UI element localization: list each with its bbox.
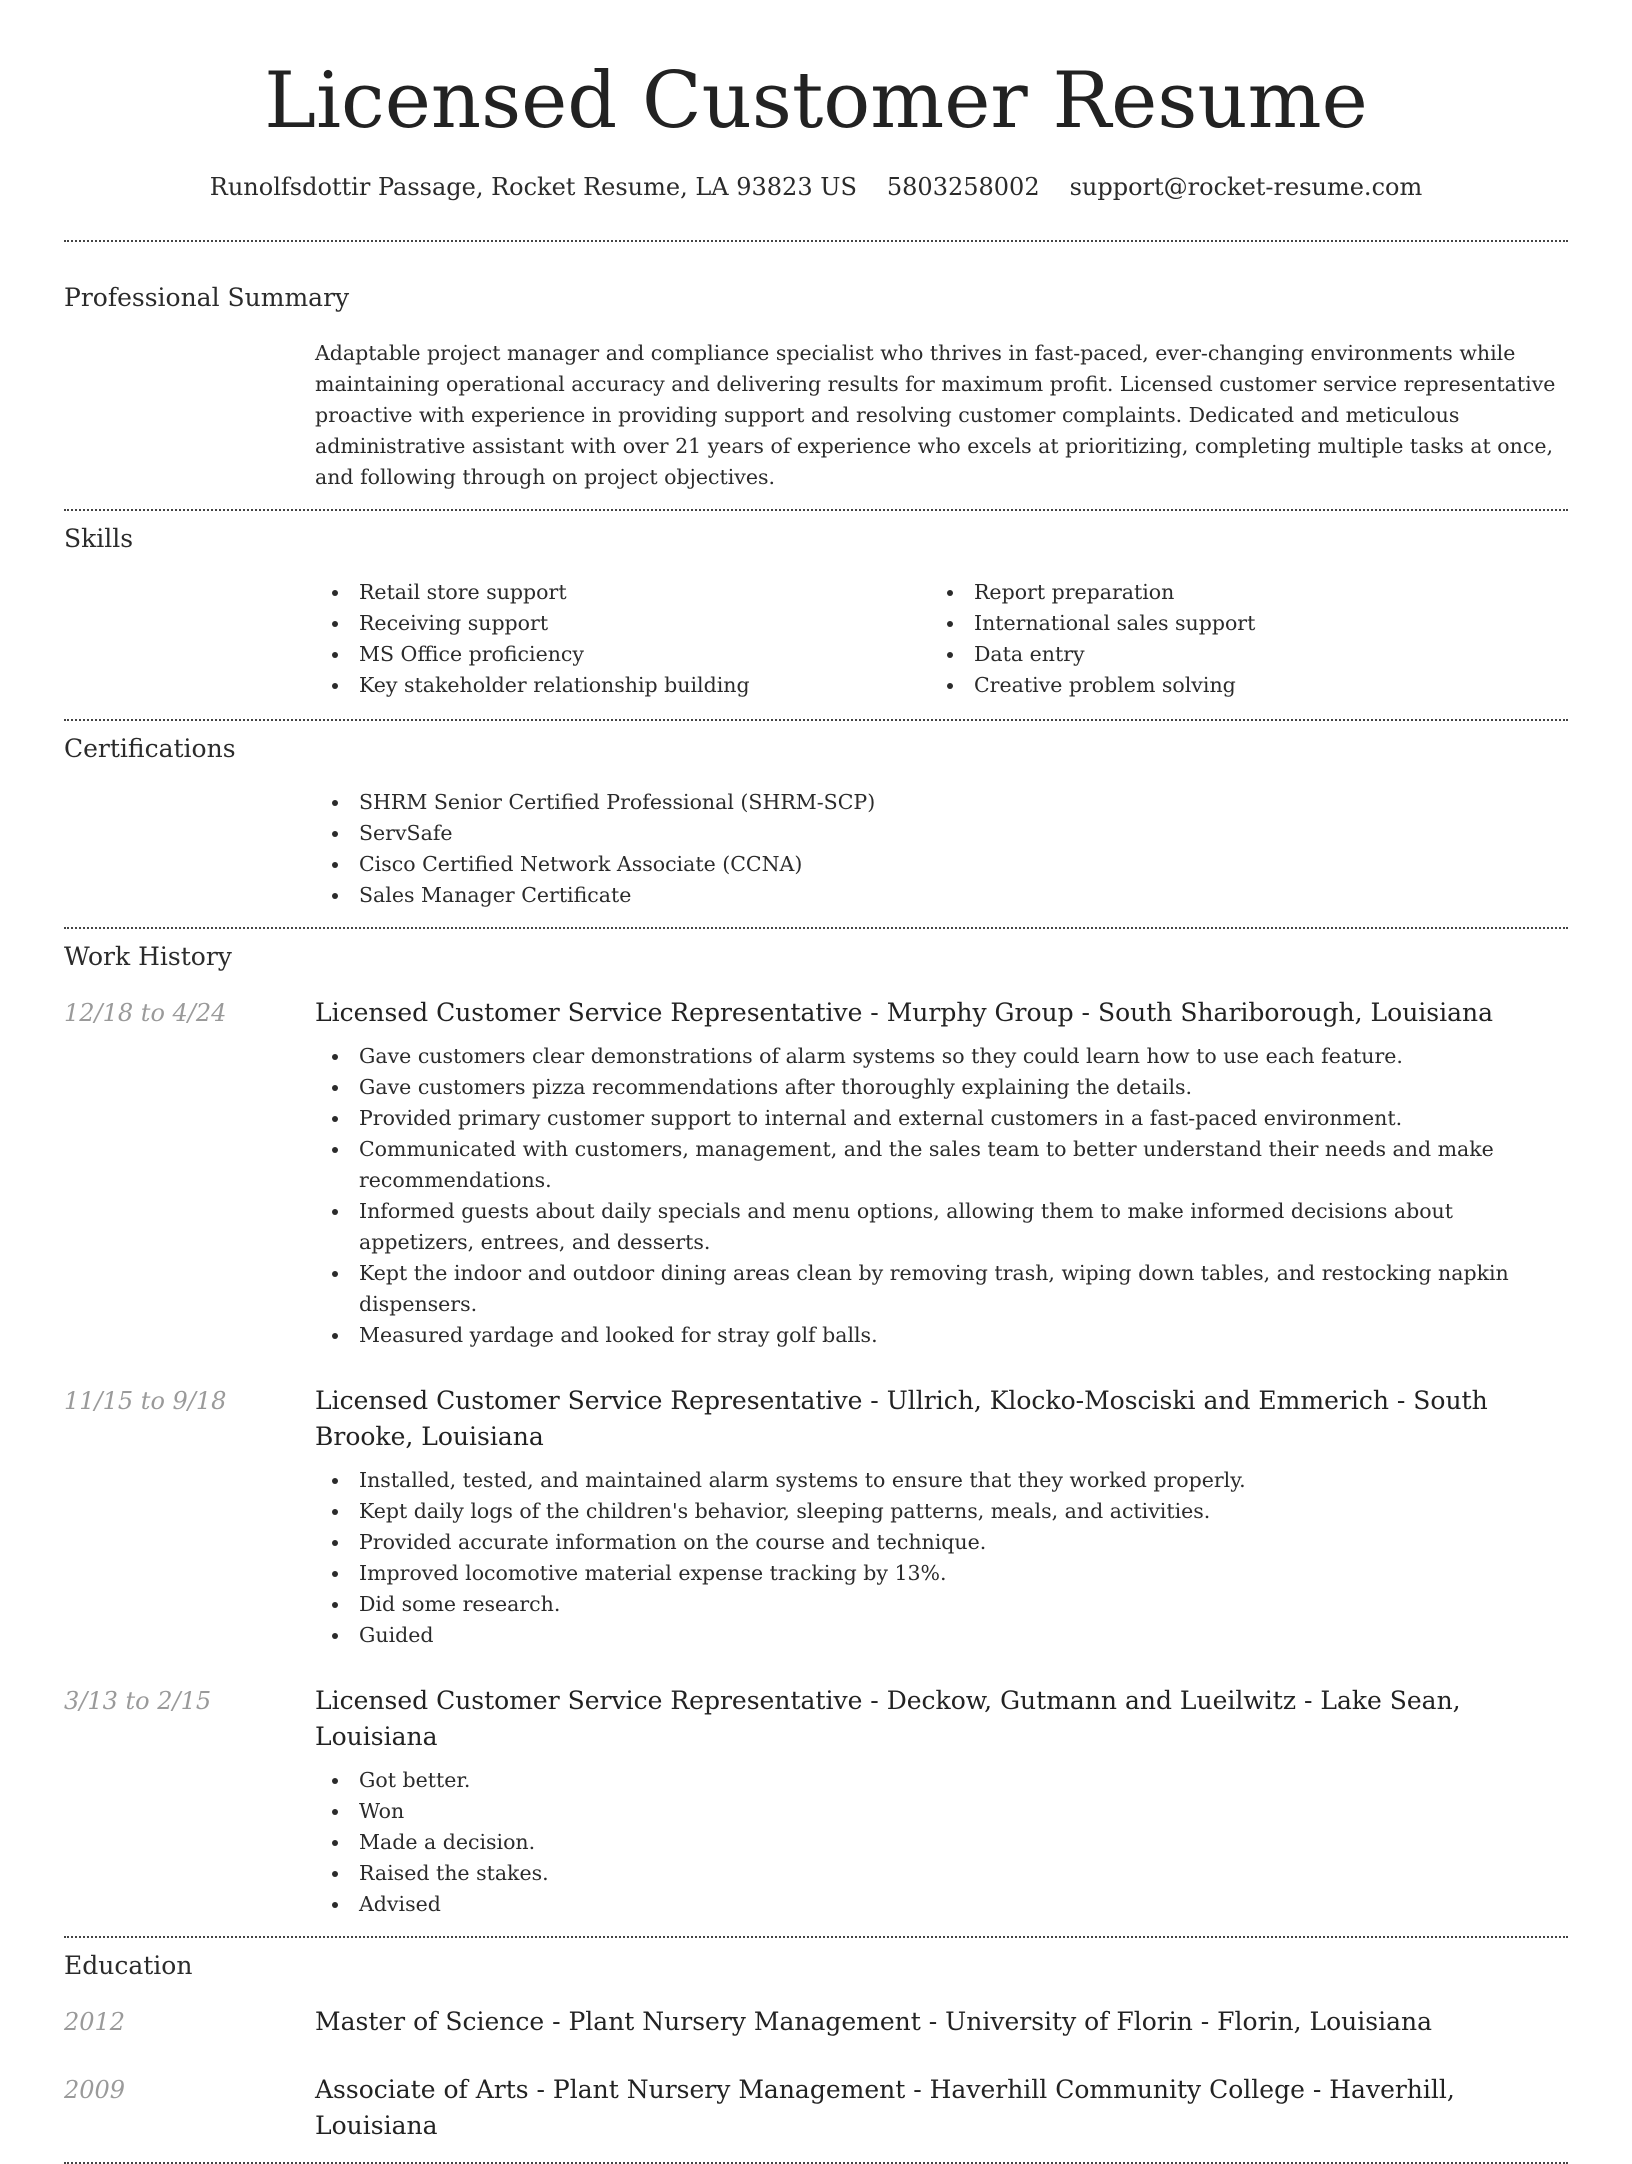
contact-email[interactable]: support@rocket-resume.com <box>1069 173 1423 201</box>
job-bullet: Provided primary customer support to internal and external customers in a fast-paced environment. <box>359 1103 1568 1134</box>
job-bullet: Provided accurate information on the course and technique. <box>359 1527 1568 1558</box>
summary-title: Professional Summary <box>64 283 350 312</box>
skill-item: Retail store support <box>359 577 930 608</box>
job-bullet: Did some research. <box>359 1589 1568 1620</box>
education-title: Education <box>64 1951 193 1980</box>
skills-column-right <box>930 577 1545 701</box>
education-year: 2012 <box>64 2008 126 2036</box>
job-bullet: Installed, tested, and maintained alarm systems to ensure that they worked properly. <box>359 1465 1568 1496</box>
work-history-section <box>64 929 1568 1920</box>
contact-line <box>64 170 1568 204</box>
job-entry <box>64 1683 1568 1920</box>
job-dates: 3/13 to 2/15 <box>64 1687 212 1715</box>
resume-title: Licensed Customer Resume <box>264 56 1368 146</box>
skills-column-left <box>315 577 930 701</box>
job-bullet: Informed guests about daily specials and menu options, allowing them to make informed decisions about appetizers, entrees, and desserts. <box>359 1196 1568 1258</box>
skills-section <box>64 511 1568 701</box>
job-bullet: Won <box>359 1796 1568 1827</box>
certification-item: SHRM Senior Certified Professional (SHRM-SCP) <box>359 787 1568 818</box>
job-heading: Licensed Customer Service Representative - Deckow, Gutmann and Lueilwitz - Lake Sean, Louisiana <box>315 1686 1461 1751</box>
certifications-section <box>64 721 1568 911</box>
job-heading: Licensed Customer Service Representative - Murphy Group - South Shariborough, Louisiana <box>315 998 1494 1027</box>
skill-item: Report preparation <box>974 577 1545 608</box>
skill-item: Data entry <box>974 639 1545 670</box>
job-dates: 12/18 to 4/24 <box>64 999 227 1027</box>
certifications-title: Certifications <box>64 734 236 763</box>
summary-section <box>64 242 1568 493</box>
education-section <box>64 1938 1568 2144</box>
job-dates: 11/15 to 9/18 <box>64 1387 227 1415</box>
certification-item: Cisco Certified Network Associate (CCNA) <box>359 849 1568 880</box>
skill-item: MS Office proficiency <box>359 639 930 670</box>
work-history-title: Work History <box>64 942 232 971</box>
education-year: 2009 <box>64 2076 126 2104</box>
certification-item: Sales Manager Certificate <box>359 880 1568 911</box>
job-bullet: Gave customers pizza recommendations after thoroughly explaining the details. <box>359 1072 1568 1103</box>
job-bullet: Kept the indoor and outdoor dining areas clean by removing trash, wiping down tables, and restocking napkin dispensers. <box>359 1258 1568 1320</box>
summary-text: Adaptable project manager and compliance specialist who thrives in fast-paced, ever-changing environments while maintaining operational accuracy and delivering results for maximum profit. Licensed customer service representative proactive with experience in providing support and resolving customer complaints. Dedicated and meticulous administrative assistant with over 21 years of experience who excels at prioritizing, completing multiple tasks at once, and following through on project objectives. <box>315 341 1556 489</box>
job-bullet: Improved locomotive material expense tracking by 13%. <box>359 1558 1568 1589</box>
job-bullet: Made a decision. <box>359 1827 1568 1858</box>
skills-title: Skills <box>64 524 134 553</box>
job-bullet: Gave customers clear demonstrations of alarm systems so they could learn how to use each feature. <box>359 1041 1568 1072</box>
education-entry <box>64 2072 1568 2144</box>
skill-item: International sales support <box>974 608 1545 639</box>
education-heading: Master of Science - Plant Nursery Management - University of Florin - Florin, Louisiana <box>315 2007 1432 2036</box>
education-entry <box>64 2004 1568 2040</box>
job-bullet: Advised <box>359 1889 1568 1920</box>
resume-page <box>64 0 1568 2164</box>
skill-item: Receiving support <box>359 608 930 639</box>
education-heading: Associate of Arts - Plant Nursery Management - Haverhill Community College - Haverhill, Louisiana <box>315 2075 1455 2140</box>
skill-item: Creative problem solving <box>974 670 1545 701</box>
skill-item: Key stakeholder relationship building <box>359 670 930 701</box>
certification-item: ServSafe <box>359 818 1568 849</box>
job-bullet: Communicated with customers, management, and the sales team to better understand their needs and make recommendations. <box>359 1134 1568 1196</box>
job-entry <box>64 995 1568 1351</box>
job-entry <box>64 1383 1568 1651</box>
contact-phone: 5803258002 <box>886 173 1040 201</box>
job-bullet: Kept daily logs of the children's behavior, sleeping patterns, meals, and activities. <box>359 1496 1568 1527</box>
job-heading: Licensed Customer Service Representative - Ullrich, Klocko-Mosciski and Emmerich - South Brooke, Louisiana <box>315 1386 1488 1451</box>
job-bullet: Got better. <box>359 1765 1568 1796</box>
job-bullet: Raised the stakes. <box>359 1858 1568 1889</box>
contact-address: Runolfsdottir Passage, Rocket Resume, LA 93823 US <box>209 173 857 201</box>
job-bullet: Measured yardage and looked for stray golf balls. <box>359 1320 1568 1351</box>
job-bullet: Guided <box>359 1620 1568 1651</box>
